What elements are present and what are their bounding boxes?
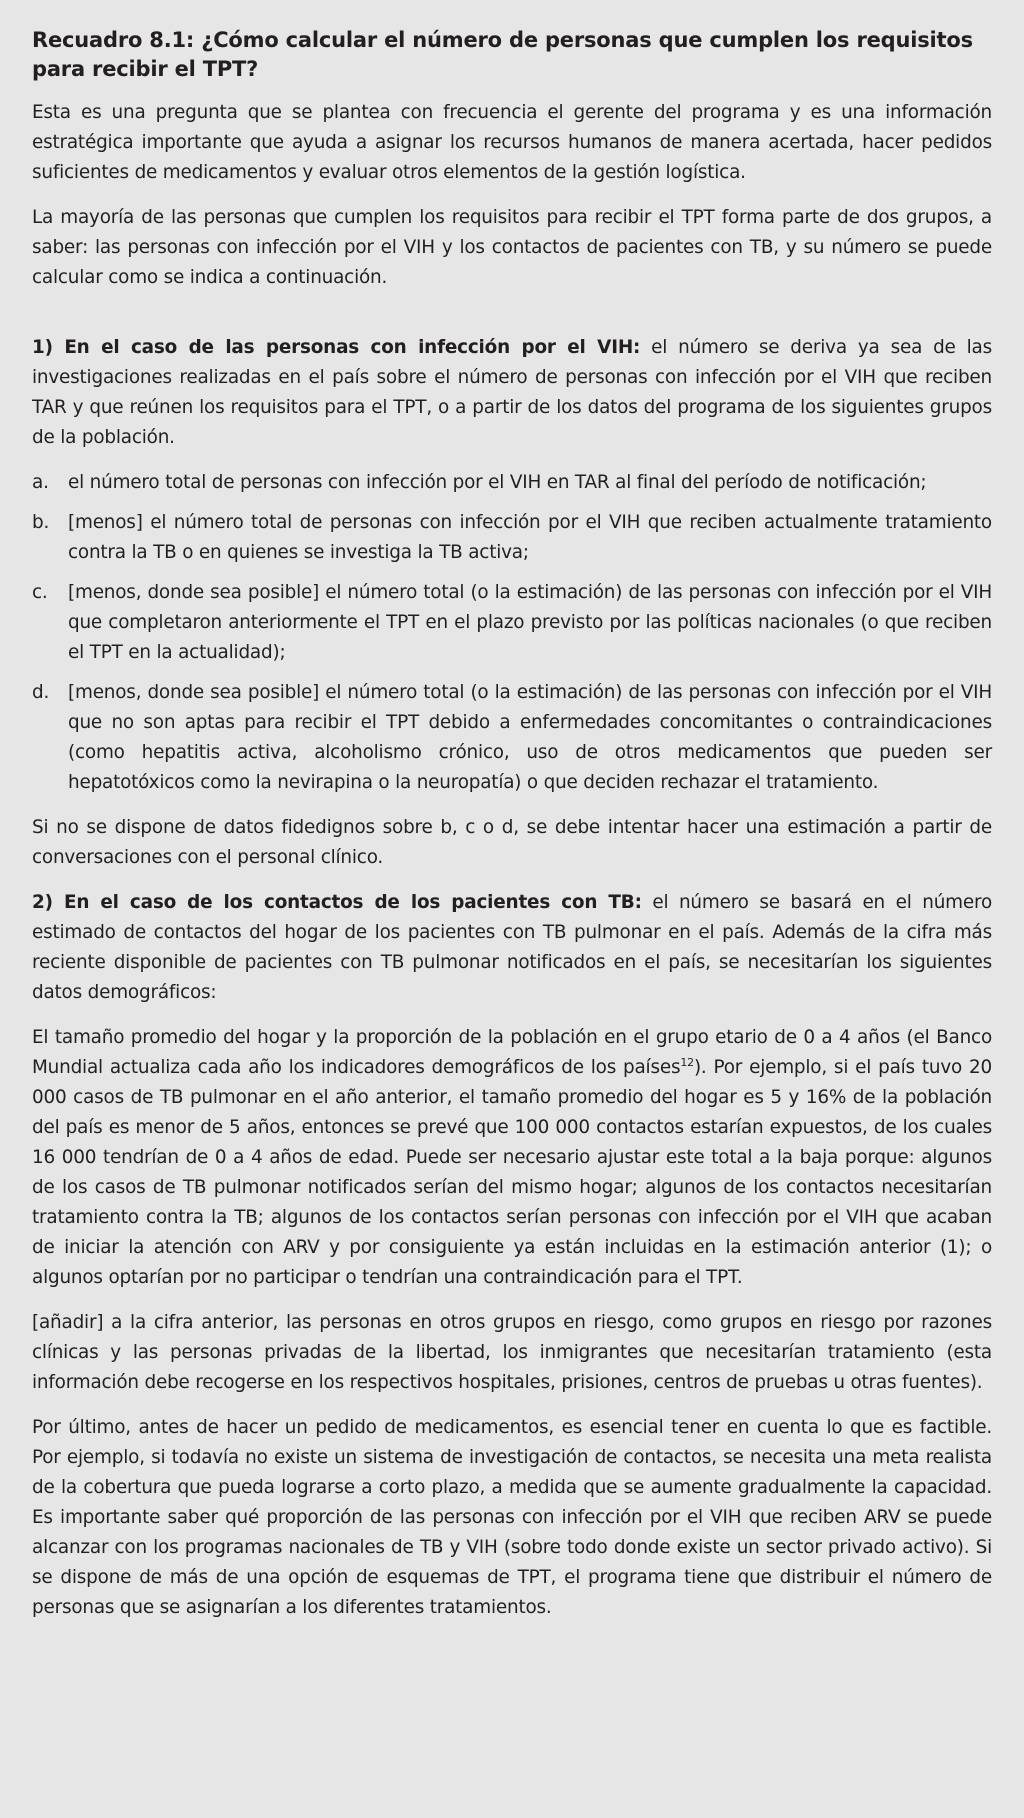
section-2-heading: 2) En el caso de los contactos de los pacientes con TB: <box>32 892 642 913</box>
list-marker: c. <box>32 582 48 603</box>
list-item <box>32 468 992 498</box>
list-item-text: [menos, donde sea posible] el número total (o la estimación) de las personas con infección por el VIH que no son aptas para recibir el TPT debido a enfermedades concomitantes o contraindicaciones (como hepatitis activa, alcoholismo crónico, uso de otros medicamentos que pueden ser hepatotóxicos como la nevirapina o la neuropatía) o que deciden rechazar el tratamiento. <box>68 682 992 793</box>
list-item <box>32 578 992 668</box>
list-item <box>32 508 992 568</box>
section-2-paragraph <box>32 888 992 1008</box>
intro-paragraph-2: La mayoría de las personas que cumplen los requisitos para recibir el TPT forma parte de dos grupos, a saber: las personas con infección por el VIH y los contactos de pacientes con TB, y su número se puede calcular como se indica a continuación. <box>32 207 992 288</box>
demographics-text-end: ). Por ejemplo, si el país tuvo 20 000 casos de TB pulmonar en el año anterior, el tamaño promedio del hogar es 5 y 16% de la población del país es menor de 5 años, entonces se prevé que 100 000 contactos estarían expuestos, de los cuales 16 000 tendrían de 0 a 4 años de edad. Puede ser necesario ajustar este total a la baja porque: algunos de los casos de TB pulmonar notificados serían del mismo hogar; algunos de los contactos necesitarían tratamiento contra la TB; algunos de los contactos serían personas con infección por el VIH que acaban de iniciar la atención con ARV y por consiguiente ya están incluidas en la estimación anterior (1); o algunos optarían por no participar o tendrían una contraindicación para el TPT. <box>32 1057 992 1288</box>
box-title: Recuadro 8.1: ¿Cómo calcular el número de personas que cumplen los requisitos para recibir el TPT? <box>32 28 973 81</box>
list-marker: a. <box>32 472 49 493</box>
section-1-paragraph <box>32 333 992 453</box>
hiv-group-list <box>32 468 992 798</box>
add-risk-groups-paragraph: [añadir] a la cifra anterior, las personas en otros grupos en riesgo, como grupos en riesgo por razones clínicas y las personas privadas de la libertad, los inmigrantes que necesitarían tratamiento (esta información debe recogerse en los respectivos hospitales, prisiones, centros de pruebas u otras fuentes). <box>32 1312 992 1393</box>
list-marker: b. <box>32 512 50 533</box>
closing-paragraph: Por último, antes de hacer un pedido de medicamentos, es esencial tener en cuenta lo que es factible. Por ejemplo, si todavía no existe un sistema de investigación de contactos, se necesita una meta realista de la cobertura que pueda lograrse a corto plazo, a medida que se aumente gradualmente la capacidad. Es importante saber qué proporción de las personas con infección por el VIH que reciben ARV se puede alcanzar con los programas nacionales de TB y VIH (sobre todo donde existe un sector privado activo). Si se dispone de más de una opción de esquemas de TPT, el programa tiene que distribuir el número de personas que se asignarían a los diferentes tratamientos. <box>32 1417 992 1618</box>
list-item-text: el número total de personas con infección por el VIH en TAR al final del período de notificación; <box>68 472 927 493</box>
list-item-text: [menos, donde sea posible] el número total (o la estimación) de las personas con infección por el VIH que completaron anteriormente el TPT en el plazo previsto por las políticas nacionales (o que reciben el TPT en la actualidad); <box>68 582 992 663</box>
section-2-text: el número se basará en el número estimado de contactos del hogar de los pacientes con TB pulmonar en el país. Además de la cifra más reciente disponible de pacientes con TB pulmonar notificados en el país, se necesitarían los siguientes datos demográficos: <box>32 892 992 1003</box>
demographics-text-start: El tamaño promedio del hogar y la proporción de la población en el grupo etario de 0 a 4 años (el Banco Mundial actualiza cada año los indicadores demográficos de los países <box>32 1027 992 1078</box>
list-item-text: [menos] el número total de personas con infección por el VIH que reciben actualmente tratamiento contra la TB o en quienes se investiga la TB activa; <box>68 512 992 563</box>
section-1-note: Si no se dispone de datos fidedignos sobre b, c o d, se debe intentar hacer una estimación a partir de conversaciones con el personal clínico. <box>32 817 992 868</box>
demographics-paragraph <box>32 1023 992 1293</box>
section-1-heading: 1) En el caso de las personas con infección por el VIH: <box>32 337 641 358</box>
section-1-text: el número se deriva ya sea de las investigaciones realizadas en el país sobre el número de personas con infección por el VIH que reciben TAR y que reúnen los requisitos para el TPT, o a partir de los datos del programa de los siguientes grupos de la población. <box>32 337 992 448</box>
list-marker: d. <box>32 682 50 703</box>
list-item <box>32 678 992 798</box>
intro-paragraph-1: Esta es una pregunta que se plantea con frecuencia el gerente del programa y es una información estratégica importante que ayuda a asignar los recursos humanos de manera acertada, hacer pedidos suficientes de medicamentos y evaluar otros elementos de la gestión logística. <box>32 102 992 183</box>
footnote-reference: 12 <box>680 1055 694 1069</box>
